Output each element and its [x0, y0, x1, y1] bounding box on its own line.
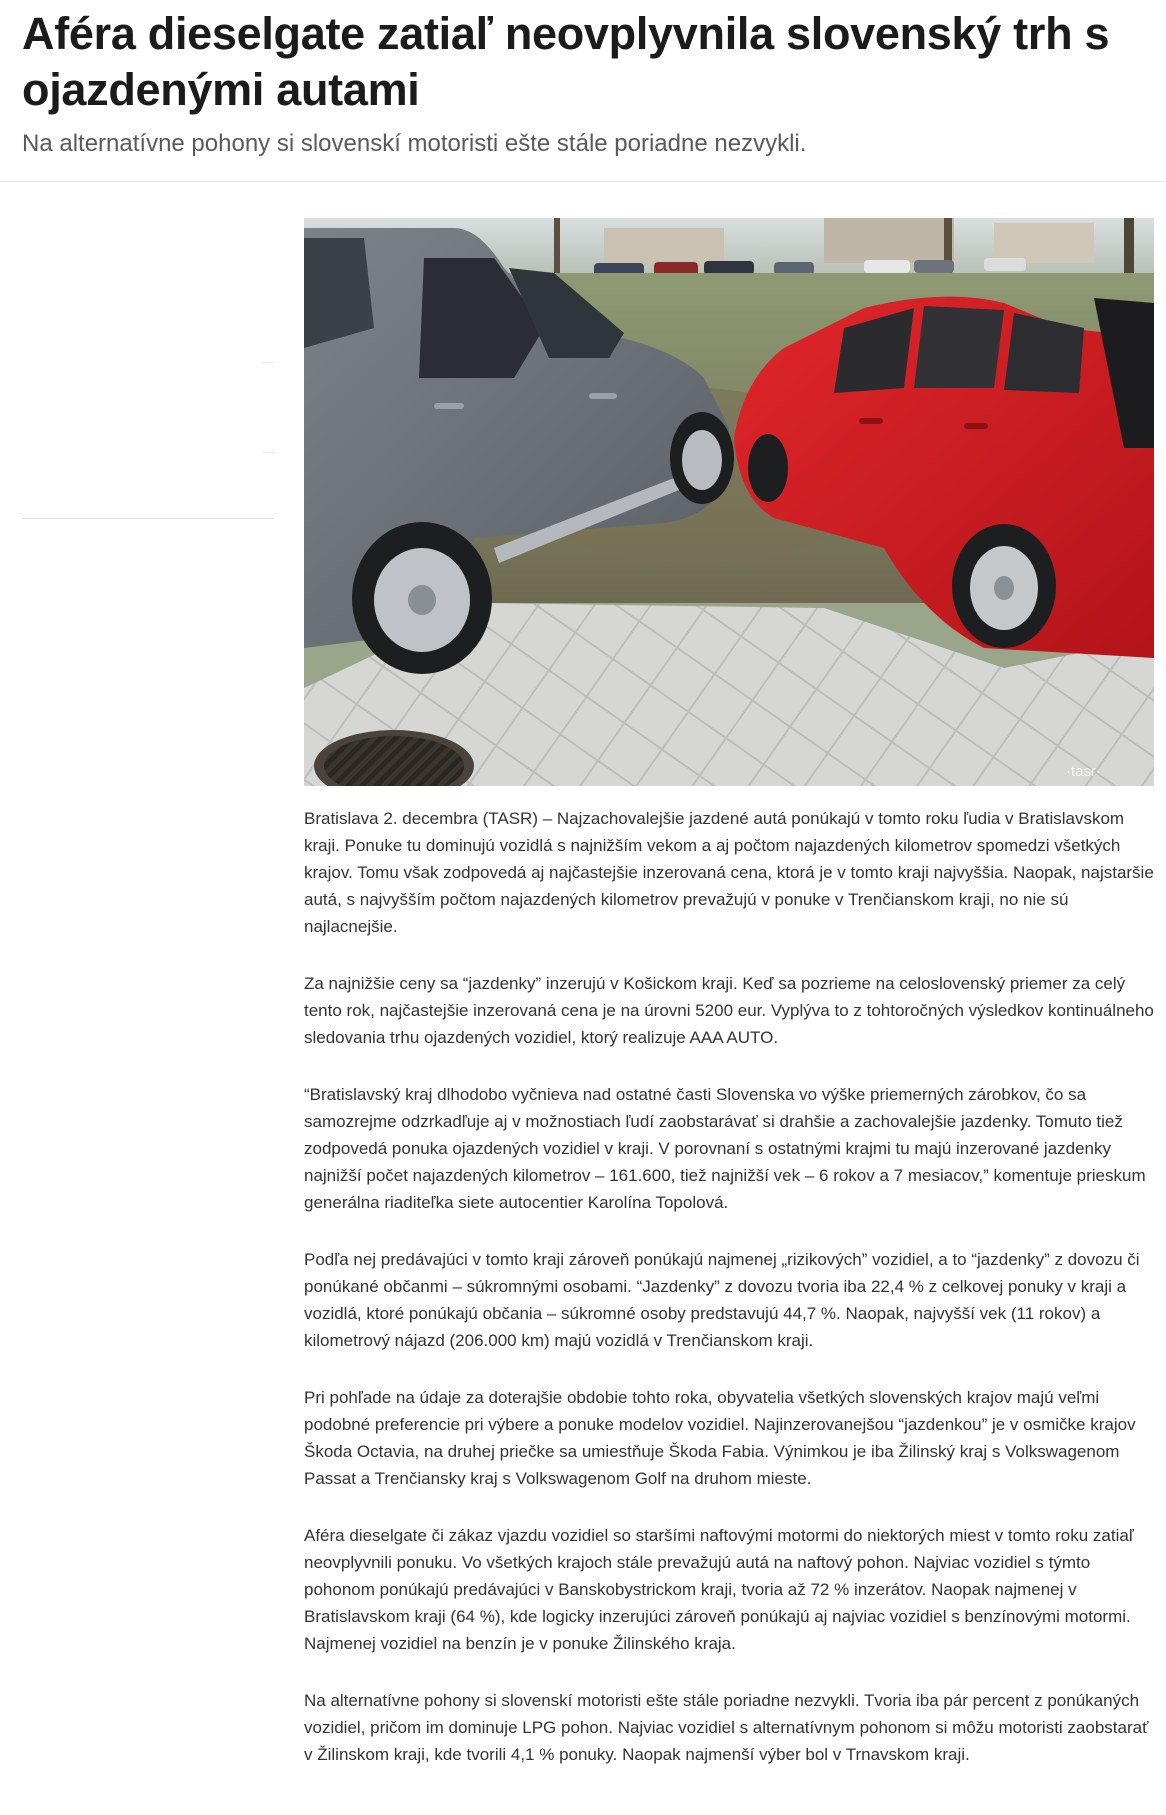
- sidebar-divider-small: [262, 362, 275, 363]
- article-paragraph: Pri pohľade na údaje za doterajšie obdobie tohto roka, obyvatelia všetkých slovenských krajov majú veľmi podobné preferencie pri výbere a ponuke modelov vozidiel. Najinzerovanejšou “jazdenkou” je v osmičke krajov Škoda Octavia, na druhej priečke sa umiestňuje Škoda Fabia. Výnimkou je iba Žilinský kraj s Volkswagenom Passat a Trenčiansky kraj s Volkswagenom Golf na druhom mieste.: [304, 1388, 1136, 1488]
- article-photo: [304, 218, 1154, 786]
- sidebar-divider: [22, 518, 274, 519]
- left-sidebar: [22, 182, 274, 522]
- sidebar-divider-small: [262, 452, 275, 453]
- article-paragraph: Bratislava 2. decembra (TASR) – Najzachovalejšie jazdené autá ponúkajú v tomto roku ľudia v Bratislavskom kraji. Ponuke tu dominujú vozidlá s najnižším vekom a aj počtom najazdených kilometrov spomedzi všetkých krajov. Tomu však zodpovedá aj najčastejšie inzerovaná cena, ktorá je v tomto kraji najvyššia. Naopak, najstaršie autá, s najvyšším počtom najazdených kilometrov prevažujú v ponuke v Trenčianskom kraji, no nie sú najlacnejšie.: [304, 809, 1154, 936]
- article-paragraph: Za najnižšie ceny sa “jazdenky” inzerujú v Košickom kraji. Keď sa pozrieme na celoslovenský priemer za celý tento rok, najčastejšie inzerovaná cena je na úrovni 5200 eur. Vyplýva to z tohtoročných výsledkov kontinuálneho sledovania trhu ojazdených vozidiel, ktorý realizuje AAA AUTO.: [304, 974, 1154, 1047]
- article-paragraph: Podľa nej predávajúci v tomto kraji zároveň ponúkajú najmenej „rizikových” vozidiel, a to “jazdenky” z dovozu či ponúkané občanmi – súkromnými osobami. “Jazdenky” z dovozu tvoria iba 22,4 % z celkovej ponuky v kraji a vozidlá, ktoré ponúkajú občania – súkromné osoby predstavujú 44,7 %. Naopak, najvyšší vek (11 rokov) a kilometrový nájazd (206.000 km) majú vozidlá v Trenčianskom kraji.: [304, 1250, 1140, 1350]
- article-paragraph: Na alternatívne pohony si slovenskí motoristi ešte stále poriadne nezvykli. Tvoria iba pár percent z ponúkaných vozidiel, pričom im dominuje LPG pohon. Najviac vozidiel s alternatívnym pohonom si môžu motoristi zaobstarať v Žilinskom kraji, kde tvorili 4,1 % ponuky. Naopak najmenší výber bol v Trnavskom kraji.: [304, 1691, 1149, 1764]
- article-title: Aféra dieselgate zatiaľ neovplyvnila slovenský trh s ojazdenými autami: [22, 8, 1110, 115]
- article-body: [304, 805, 1154, 1798]
- article-paragraph: “Bratislavský kraj dlhodobo vyčnieva nad ostatné časti Slovenska vo výške priemerných zárobkov, čo sa samozrejme odzrkadľuje aj v možnostiach ľudí zaobstarávať si drahšie a zachovalejšie jazdenky. Tomuto tiež zodpovedá ponuka ojazdených vozidiel v kraji. V porovnaní s ostatnými krajmi tu majú inzerované jazdenky najnižší počet najazdených kilometrov – 161.600, tiež najnižší vek – 6 rokov a 7 mesiacov,” komentuje prieskum generálna riaditeľka siete autocentier Karolína Topolová.: [304, 1085, 1146, 1212]
- parked-cars-illustration: [304, 218, 1154, 786]
- article-paragraph: Aféra dieselgate či zákaz vjazdu vozidiel so staršími naftovými motormi do niektorých miest v tomto roku zatiaľ neovplyvnili ponuku. Vo všetkých krajoch stále prevažujú autá na naftový pohon. Najviac vozidiel s týmto pohonom ponúkajú predávajúci v Banskobystrickom kraji, tvoria až 72 % inzerátov. Naopak najmenej v Bratislavskom kraji (64 %), kde logicky inzerujúci zároveň ponúkajú aj najviac vozidiel s benzínovými motormi. Najmenej vozidiel na benzín je v ponuke Žilinského kraja.: [304, 1526, 1134, 1653]
- article-subtitle: Na alternatívne pohony si slovenskí motoristi ešte stále poriadne nezvykli.: [22, 130, 807, 157]
- article-header: [0, 0, 1166, 160]
- photo-watermark: ·tasr·: [1066, 763, 1101, 780]
